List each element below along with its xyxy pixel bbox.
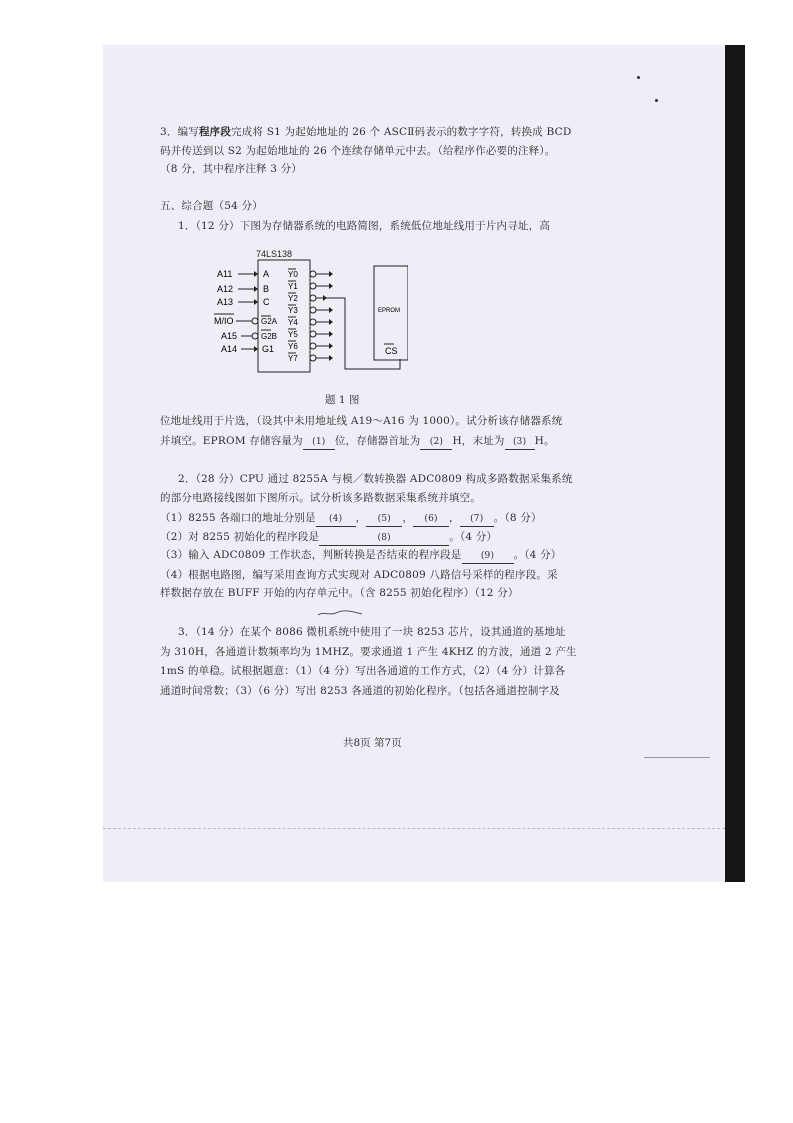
blank-6: (6)	[413, 512, 449, 527]
pin-Y1: Y1	[288, 282, 298, 291]
right-rule	[644, 757, 710, 758]
svg-text:A14: A14	[221, 344, 238, 354]
svg-text:B: B	[263, 284, 270, 294]
q3-prev-line2: 码并传送到以 S2 为起始地址的 26 个连续存储单元中去。（给程序作必要的注释）。	[160, 145, 556, 157]
blank-1: (1)	[303, 435, 335, 450]
blank-8: (8)	[319, 531, 449, 546]
q2-sub4-line2: 样数据存放在 BUFF 开始的内存单元中。（含 8255 初始化程序）（12 分）	[160, 587, 519, 599]
figure-caption: 题 1 图	[325, 394, 360, 406]
input-A14	[221, 344, 274, 354]
q2-sub2: （2）对 8255 初始化的程序段是 (8) 。（4 分）	[160, 530, 497, 546]
q3-line1: 3．（14 分）在某个 8086 微机系统中使用了一块 8253 芯片，设其通道的基地址	[178, 626, 566, 638]
q2-line1: 2．（28 分）CPU 通过 8255A 与模／数转换器 ADC0809 构成多路数据采集系统	[178, 473, 573, 485]
input-A12	[217, 284, 269, 294]
q1-line1: 1．（12 分）下图为存储器系统的电路简图，系统低位地址线用于片内寻址，高	[178, 220, 551, 232]
input-A13	[217, 297, 270, 307]
eprom-label: EPROM	[378, 308, 401, 314]
blank-7: (7)	[460, 512, 494, 527]
svg-text:A: A	[263, 269, 270, 279]
q3-line4: 通道时间常数；（3）（6 分）写出 8253 各通道的初始化程序。（包括各通道控制字及	[160, 685, 560, 697]
blank-4: (4)	[316, 512, 356, 527]
blank-5: (5)	[366, 512, 402, 527]
svg-text:A11: A11	[217, 269, 233, 279]
svg-text:A13: A13	[217, 297, 234, 307]
pin-Y4: Y4	[288, 318, 298, 327]
svg-text:A15: A15	[221, 331, 238, 341]
svg-text:M/IO: M/IO	[214, 316, 234, 326]
q2-sub1: （1）8255 各端口的地址分别是 (4) ， (5) ， (6) ， (7) 。（8 分）	[160, 511, 542, 527]
pin-Y2: Y2	[288, 294, 298, 303]
svg-text:G2B: G2B	[261, 332, 278, 341]
q2-sub4-line1: （4）根据电路图，编写采用查询方式实现对 ADC0809 八路信号采样的程序段。采	[160, 569, 558, 581]
q2-line2: 的部分电路接线图如下图所示。试分析该多路数据采集系统并填空。	[160, 492, 481, 504]
scan-speck	[655, 99, 658, 102]
svg-text:G2A: G2A	[261, 317, 278, 326]
handwritten-mark	[316, 607, 366, 619]
q2-sub3: （3）输入 ADC0809 工作状态，判断转换是否结束的程序段是 (9) 。（4 分）	[160, 548, 561, 564]
pin-Y0: Y0	[288, 270, 298, 279]
q3-line3: 1mS 的单稳。试根据题意：（1）（4 分）写出各通道的工作方式，（2）（4 分）计算各	[160, 665, 566, 677]
scan-edge-shadow	[725, 45, 745, 882]
q3-prev-line1: 3．编写程序段完成将 S1 为起始地址的 26 个 ASCⅡ码表示的数字字符，转换成 BCD	[160, 126, 572, 138]
cs-label: CS	[385, 346, 398, 356]
blank-2: (2)	[420, 435, 452, 450]
input-A11	[217, 269, 269, 279]
input-MIO	[214, 314, 278, 326]
pin-Y5: Y5	[288, 330, 298, 339]
pin-Y7: Y7	[288, 354, 298, 363]
blank-3: (3)	[505, 435, 535, 450]
svg-text:C: C	[263, 297, 270, 307]
q1-line2: 位地址线用于片选，（设其中未用地址线 A19～A16 为 1000）。试分析该存储器系统	[160, 415, 563, 427]
input-A15	[221, 330, 277, 341]
pin-Y3: Y3	[288, 306, 298, 315]
chip-label: 74LS138	[256, 249, 293, 259]
section-heading: 五、综合题（54 分）	[160, 200, 263, 212]
q3-prev-line3: （8 分，其中程序注释 3 分）	[160, 163, 303, 175]
blank-9: (9)	[462, 549, 514, 564]
svg-text:A12: A12	[217, 284, 234, 294]
scan-speck	[637, 76, 640, 79]
q1-line3: 并填空。EPROM 存储容量为 (1) 位，存储器首址为 (2) H，末址为 (3) H。	[160, 434, 555, 450]
svg-text:G1: G1	[262, 344, 275, 354]
emphasis-text: 程序段	[198, 126, 232, 138]
circuit-diagram	[208, 246, 408, 376]
dashed-divider	[103, 828, 725, 829]
q3-line2: 为 310H，各通道计数频率均为 1MHZ。要求通道 1 产生 4KHZ 的方波，通道 2 产生	[160, 646, 577, 658]
page-footer: 共8页 第7页	[343, 737, 402, 749]
pin-Y6: Y6	[288, 342, 298, 351]
